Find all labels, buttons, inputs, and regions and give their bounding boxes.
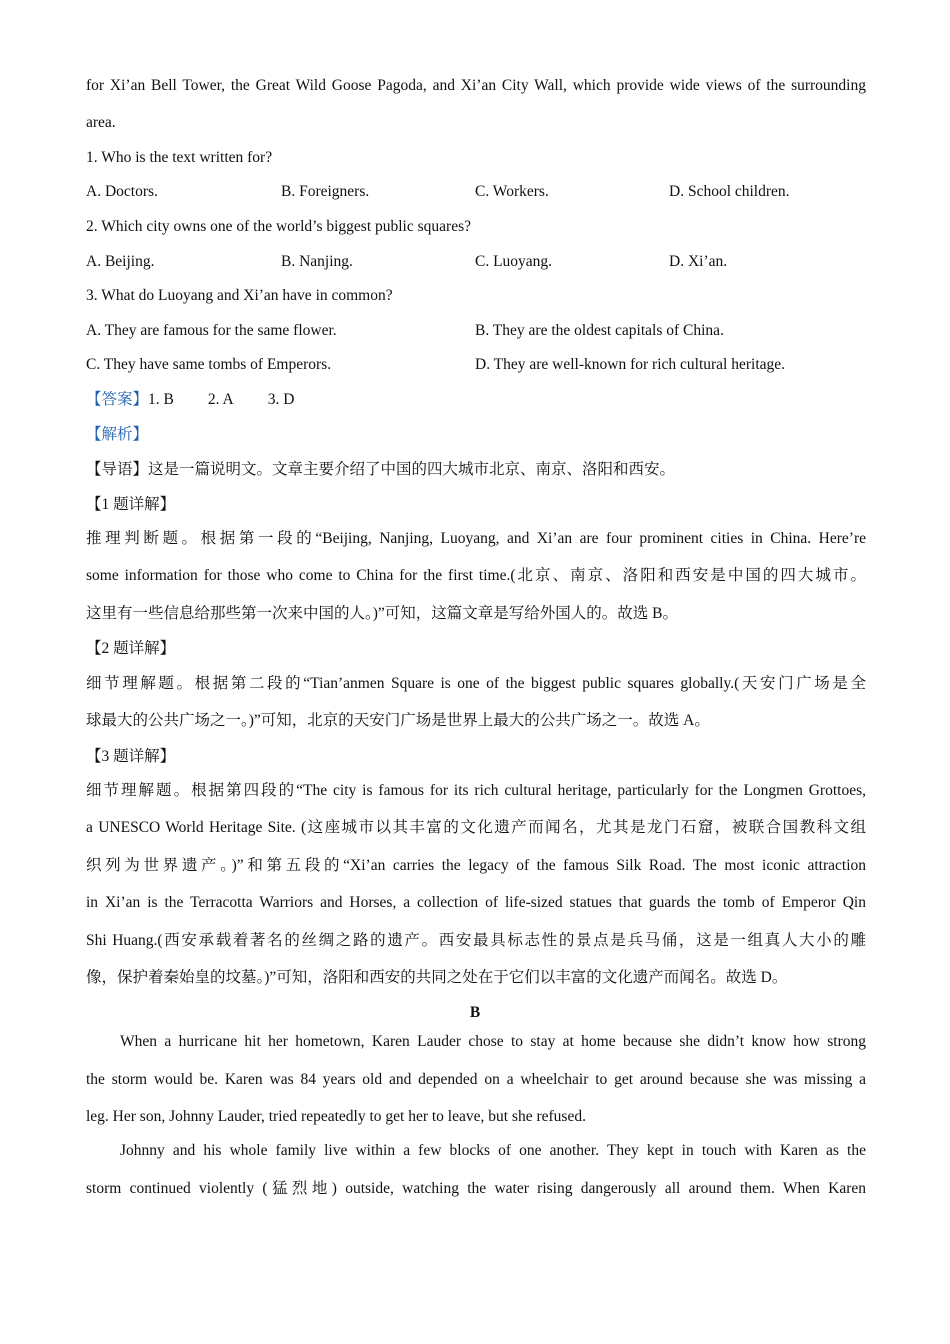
detail-text-line: 这里有一些信息给那些第一次来中国的人。)”可知，这篇文章是写给外国人的。故选 B。 [86,605,679,622]
detail-text-line: 细节理解题。根据第四段的“The city is famous for its rich cultural heritage, particularly for the Longmen Grottoes, [86,782,866,799]
passage-b-line: the storm would be. Karen was 84 years old and depended on a wheelchair to get around because she was missing a [86,1071,866,1088]
answer-item: 2. A [207,391,234,408]
passage-b-line: leg. Her son, Johnny Lauder, tried repeatedly to get her to leave, but she refused. [86,1108,586,1125]
question-option: B. Nanjing. [281,253,353,270]
question-option: D. Xi’an. [669,253,728,270]
detail-heading: 【2 题详解】 [86,640,176,657]
passage-b-line: storm continued violently (猛烈地) outside, watching the water rising dangerously all around them. When Karen [86,1180,866,1197]
passage-text-line: for Xi’an Bell Tower, the Great Wild Goose Pagoda, and Xi’an City Wall, which provide wide views of the surrounding [86,77,866,94]
detail-heading: 【3 题详解】 [86,748,176,765]
guide-text: 【导语】这是一篇说明文。文章主要介绍了中国的四大城市北京、南京、洛阳和西安。 [86,461,676,478]
question-option: B. Foreigners. [281,183,370,200]
passage-b-line: Johnny and his whole family live within a few blocks of one another. They kept in touch with Karen as the [120,1142,866,1159]
detail-text-line: 推理判断题。根据第一段的“Beijing, Nanjing, Luoyang, and Xi’an are four prominent cities in China. Here’re [86,530,866,547]
answer-item: 3. D [267,391,295,408]
question-option: D. School children. [669,183,790,200]
detail-text-line: Shi Huang.(西安承载着著名的丝绸之路的遗产。西安最具标志性的景点是兵马俑，这是一组真人大小的雕 [86,932,866,949]
detail-text-line: some information for those who come to China for the first time.(北京、南京、洛阳和西安是中国的四大城市。 [86,567,866,584]
answer-label: 【答案】 [86,391,149,408]
answer-item: 1. B [148,391,174,408]
passage-b-line: When a hurricane hit her hometown, Karen Lauder chose to stay at home because she didn’t know how strong [120,1033,866,1050]
detail-text-line: in Xi’an is the Terracotta Warriors and Horses, a collection of life-sized statues that guards the tomb of Emperor Qin [86,894,866,911]
passage-text-line: area. [86,114,116,131]
question-option: A. Doctors. [86,183,158,200]
detail-text-line: 球最大的公共广场之一。)”可知，北京的天安门广场是世界上最大的公共广场之一。故选 A。 [86,712,710,729]
detail-text-line: 细节理解题。根据第二段的“Tian’anmen Square is one of the biggest public squares globally.(天安门广场是全 [86,675,866,692]
detail-text-line: a UNESCO World Heritage Site. (这座城市以其丰富的文化遗产而闻名，尤其是龙门石窟，被联合国教科文组 [86,819,866,836]
question-option: C. They have same tombs of Emperors. [86,356,332,373]
detail-text-line: 织列为世界遗产。)”和第五段的“Xi’an carries the legacy of the famous Silk Road. The most iconic attraction [86,857,866,874]
answer-line [86,390,294,410]
question-stem: 2. Which city owns one of the world’s biggest public squares? [86,218,471,235]
question-option: A. They are famous for the same flower. [86,322,337,339]
question-option: C. Workers. [475,183,549,200]
detail-heading: 【1 题详解】 [86,496,176,513]
question-stem: 3. What do Luoyang and Xi’an have in common? [86,287,393,304]
question-stem: 1. Who is the text written for? [86,149,273,166]
question-option: C. Luoyang. [475,253,553,270]
detail-text-line: 像，保护着秦始皇的坟墓。)”可知，洛阳和西安的共同之处在于它们以丰富的文化遗产而闻名。故选 D。 [86,969,788,986]
question-option: D. They are well-known for rich cultural heritage. [475,356,786,373]
question-option: B. They are the oldest capitals of China. [475,322,724,339]
question-option: A. Beijing. [86,253,155,270]
analysis-label: 【解析】 [86,426,149,443]
section-title: B [469,1004,481,1021]
